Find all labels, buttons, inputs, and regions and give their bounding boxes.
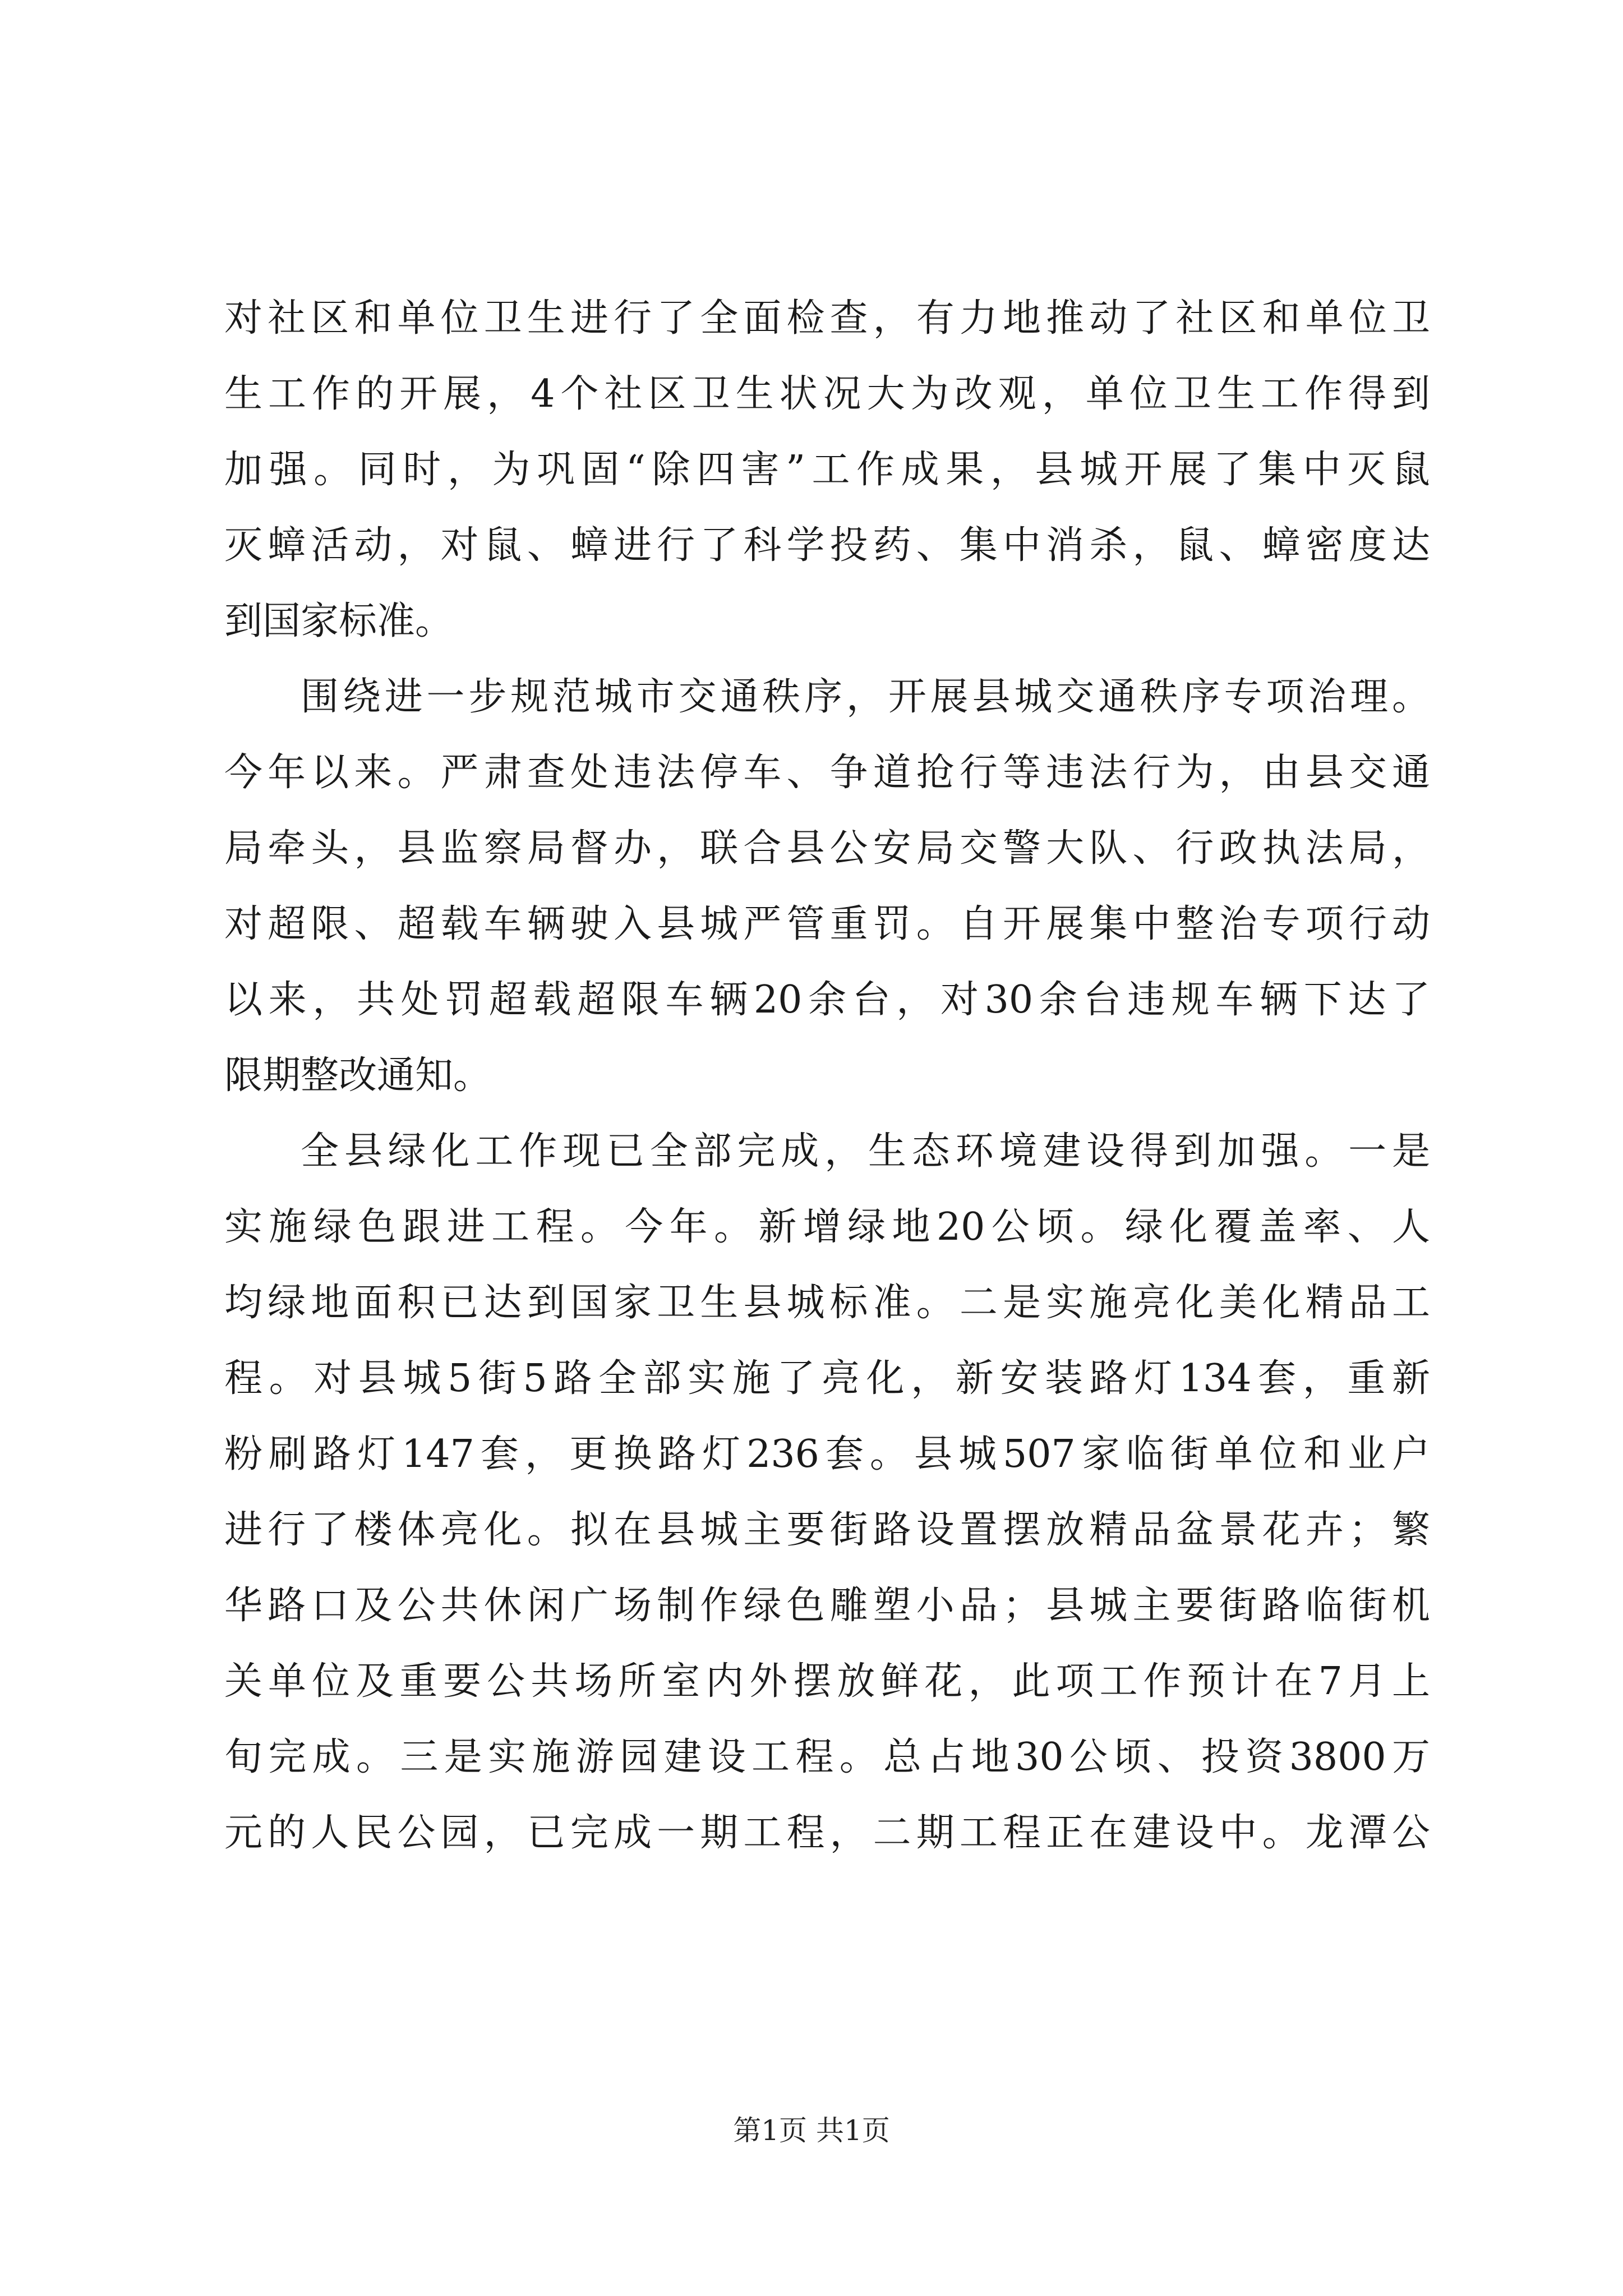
text-line: 程。对县城5街5路全部实施了亮化，新安装路灯134套，重新 bbox=[224, 1356, 1430, 1401]
text-line: 关单位及重要公共场所室内外摆放鲜花，此项工作预计在7月上 bbox=[224, 1659, 1430, 1704]
page-footer bbox=[0, 2114, 1623, 2147]
text-line: 限期整改通知。 bbox=[224, 1053, 492, 1098]
text-line: 全县绿化工作现已全部完成，生态环境建设得到加强。一是 bbox=[301, 1129, 1430, 1174]
text-line: 旬完成。三是实施游园建设工程。总占地30公顷、投资3800万 bbox=[224, 1735, 1430, 1779]
text-line: 今年以来。严肃查处违法停车、争道抢行等违法行为，由县交通 bbox=[224, 751, 1430, 795]
text-line: 华路口及公共休闲广场制作绿色雕塑小品；县城主要街路临街机 bbox=[224, 1584, 1430, 1628]
document-body bbox=[224, 280, 1430, 1871]
paragraph bbox=[224, 1114, 1430, 1871]
text-line: 实施绿色跟进工程。今年。新增绿地20公顷。绿化覆盖率、人 bbox=[224, 1205, 1430, 1249]
text-line: 对社区和单位卫生进行了全面检查，有力地推动了社区和单位卫 bbox=[224, 296, 1430, 341]
text-line: 对超限、超载车辆驶入县城严管重罚。自开展集中整治专项行动 bbox=[224, 902, 1430, 946]
text-line: 以来，共处罚超载超限车辆20余台，对30余台违规车辆下达了 bbox=[224, 978, 1430, 1022]
text-line: 加强。同时，为巩固“除四害”工作成果，县城开展了集中灭鼠 bbox=[224, 448, 1430, 492]
page-number: 第1页 共1页 bbox=[733, 2114, 890, 2147]
text-line: 粉刷路灯147套，更换路灯236套。县城507家临街单位和业户 bbox=[224, 1432, 1430, 1476]
text-line: 生工作的开展，4个社区卫生状况大为改观，单位卫生工作得到 bbox=[224, 372, 1430, 416]
text-line: 围绕进一步规范城市交通秩序，开展县城交通秩序专项治理。 bbox=[301, 675, 1430, 719]
text-line: 元的人民公园，已完成一期工程，二期工程正在建设中。龙潭公 bbox=[224, 1811, 1430, 1855]
text-line: 到国家标准。 bbox=[224, 599, 454, 643]
text-line: 灭蟑活动，对鼠、蟑进行了科学投药、集中消杀，鼠、蟑密度达 bbox=[224, 523, 1430, 568]
paragraph bbox=[224, 280, 1430, 659]
text-line: 局牵头，县监察局督办，联合县公安局交警大队、行政执法局， bbox=[224, 826, 1430, 871]
paragraph bbox=[224, 659, 1430, 1114]
text-line: 进行了楼体亮化。拟在县城主要街路设置摆放精品盆景花卉；繁 bbox=[224, 1508, 1430, 1552]
text-line: 均绿地面积已达到国家卫生县城标准。二是实施亮化美化精品工 bbox=[224, 1281, 1430, 1325]
